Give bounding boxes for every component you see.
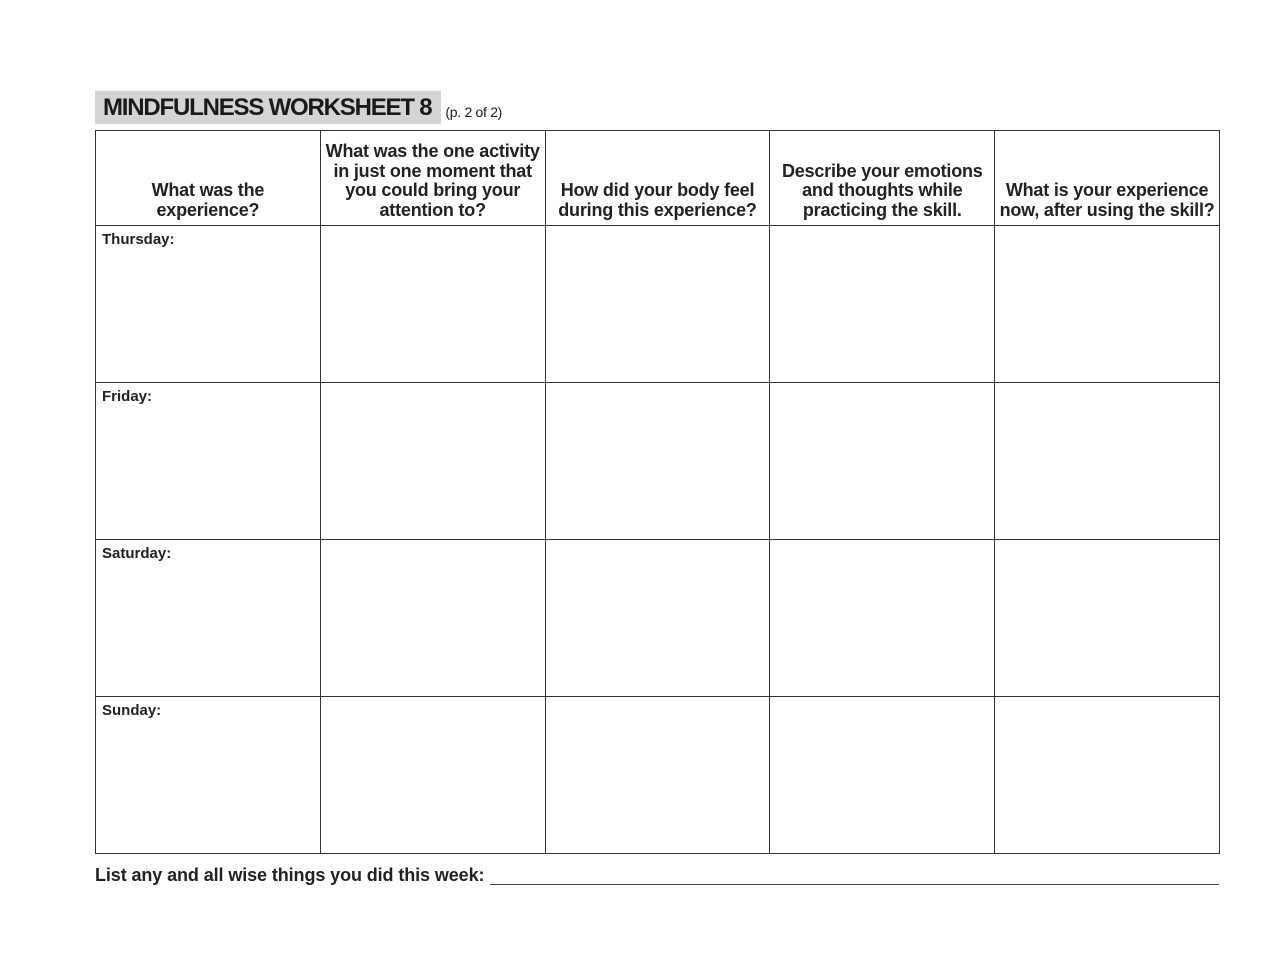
column-header-experience: What was the experience? xyxy=(96,131,321,226)
entry-cell-activity[interactable] xyxy=(320,697,545,854)
entry-cell-experience-now[interactable] xyxy=(995,226,1220,383)
entry-cell-emotions-thoughts[interactable] xyxy=(770,383,995,540)
entry-cell-body-feel[interactable] xyxy=(545,383,770,540)
entry-cell-activity[interactable] xyxy=(320,226,545,383)
page-indicator: (p. 2 of 2) xyxy=(445,104,503,120)
wise-things-answer-line[interactable] xyxy=(490,864,1219,885)
entry-cell-experience[interactable] xyxy=(96,226,321,383)
day-label: Saturday: xyxy=(102,545,172,562)
column-header-emotions-thoughts: Describe your emotions and thoughts while practicing the skill. xyxy=(770,131,995,226)
day-label: Sunday: xyxy=(102,702,162,719)
entry-cell-experience-now[interactable] xyxy=(995,383,1220,540)
wise-things-section xyxy=(95,864,1219,886)
wise-things-prompt: List any and all wise things you did this week: xyxy=(95,865,485,885)
column-header-experience-now: What is your experience now, after using the skill? xyxy=(995,131,1220,226)
column-header-activity: What was the one activity in just one moment that you could bring your attention to? xyxy=(320,131,545,226)
entry-cell-activity[interactable] xyxy=(320,383,545,540)
entry-cell-experience-now[interactable] xyxy=(995,697,1220,854)
day-label: Friday: xyxy=(102,388,153,405)
entry-cell-experience[interactable] xyxy=(96,697,321,854)
entry-cell-emotions-thoughts[interactable] xyxy=(770,226,995,383)
entry-cell-body-feel[interactable] xyxy=(545,226,770,383)
entry-cell-body-feel[interactable] xyxy=(545,540,770,697)
entry-cell-emotions-thoughts[interactable] xyxy=(770,697,995,854)
header-row xyxy=(96,131,1220,226)
column-header-body-feel: How did your body feel during this experience? xyxy=(545,131,770,226)
worksheet-header xyxy=(95,91,502,124)
table-row xyxy=(96,697,1220,854)
worksheet-table xyxy=(95,130,1220,854)
table-row xyxy=(96,226,1220,383)
entry-cell-experience-now[interactable] xyxy=(995,540,1220,697)
entry-cell-body-feel[interactable] xyxy=(545,697,770,854)
entry-cell-experience[interactable] xyxy=(96,383,321,540)
entry-cell-emotions-thoughts[interactable] xyxy=(770,540,995,697)
table-row xyxy=(96,540,1220,697)
table-row xyxy=(96,383,1220,540)
entry-cell-experience[interactable] xyxy=(96,540,321,697)
worksheet-title: MINDFULNESS WORKSHEET 8 xyxy=(95,91,441,124)
day-label: Thursday: xyxy=(102,231,175,248)
entry-cell-activity[interactable] xyxy=(320,540,545,697)
